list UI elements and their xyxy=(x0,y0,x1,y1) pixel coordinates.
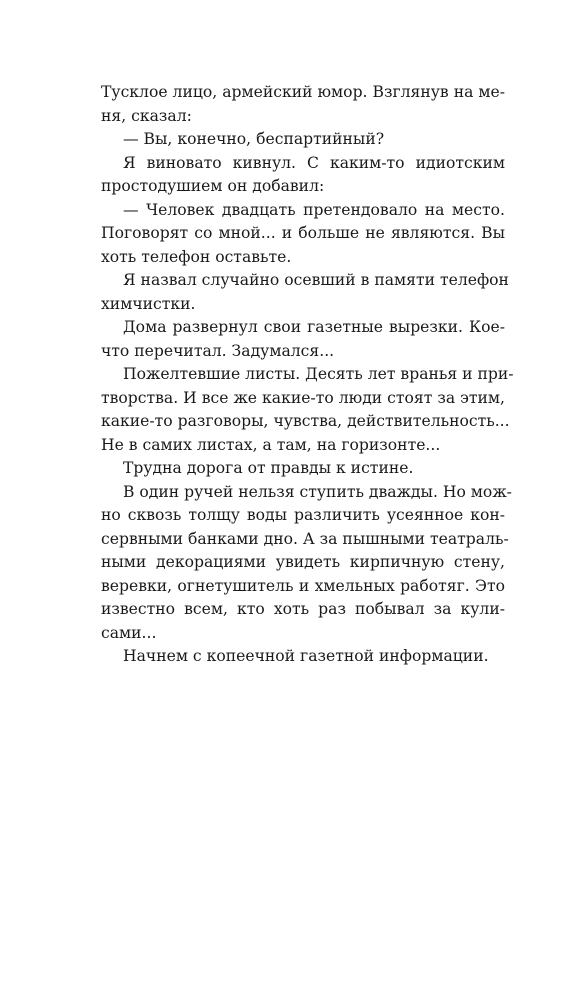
text-line: Я назвал случайно осевший в памяти телефон xyxy=(123,271,509,289)
text-line: что перечитал. Задумался... xyxy=(101,341,335,360)
text-line: Тусклое лицо, армейский юмор. Взглянув на ме- xyxy=(101,83,505,101)
text-line: В один ручей нельзя ступить дважды. Но мож- xyxy=(123,482,512,501)
text-line: — Вы, конечно, беспартийный? xyxy=(123,130,385,148)
text-line: но сквозь толщу воды различить усеянное кон- xyxy=(101,506,505,524)
text-line: известно всем, кто хоть раз побывал за кули- xyxy=(101,600,505,618)
text-line: творства. И все же какие-то люди стоят за этим, xyxy=(101,388,505,407)
text-line: Я виновато кивнул. С каким-то идиотским xyxy=(123,153,505,172)
text-line: Поговорят со мной... и больше не являются. Вы xyxy=(101,224,505,242)
text-line: ными декорациями увидеть кирпичную стену, xyxy=(101,553,505,571)
text-line: хоть телефон оставьте. xyxy=(101,247,292,266)
text-line: веревки, огнетушитель и хмельных работяг. Это xyxy=(101,576,505,595)
text-line: сервными банками дно. А за пышными театраль- xyxy=(101,529,509,548)
text-line: — Человек двадцать претендовало на место. xyxy=(123,200,505,219)
text-line: ня, сказал: xyxy=(101,106,192,125)
text-line: простодушием он добавил: xyxy=(101,177,325,195)
text-line: Начнем с копеечной газетной информации. xyxy=(123,647,489,665)
text-line: сами... xyxy=(101,623,157,642)
text-line: Пожелтевшие листы. Десять лет вранья и при- xyxy=(123,365,514,383)
text-line: Дома развернул свои газетные вырезки. Кое- xyxy=(123,318,505,336)
body-text xyxy=(101,81,514,669)
text-line: какие-то разговоры, чувства, действительность... xyxy=(101,412,510,430)
text-line: химчистки. xyxy=(101,294,196,313)
text-line: Трудна дорога от правды к истине. xyxy=(123,459,414,477)
text-line: Не в самих листах, а там, на горизонте... xyxy=(101,435,441,454)
